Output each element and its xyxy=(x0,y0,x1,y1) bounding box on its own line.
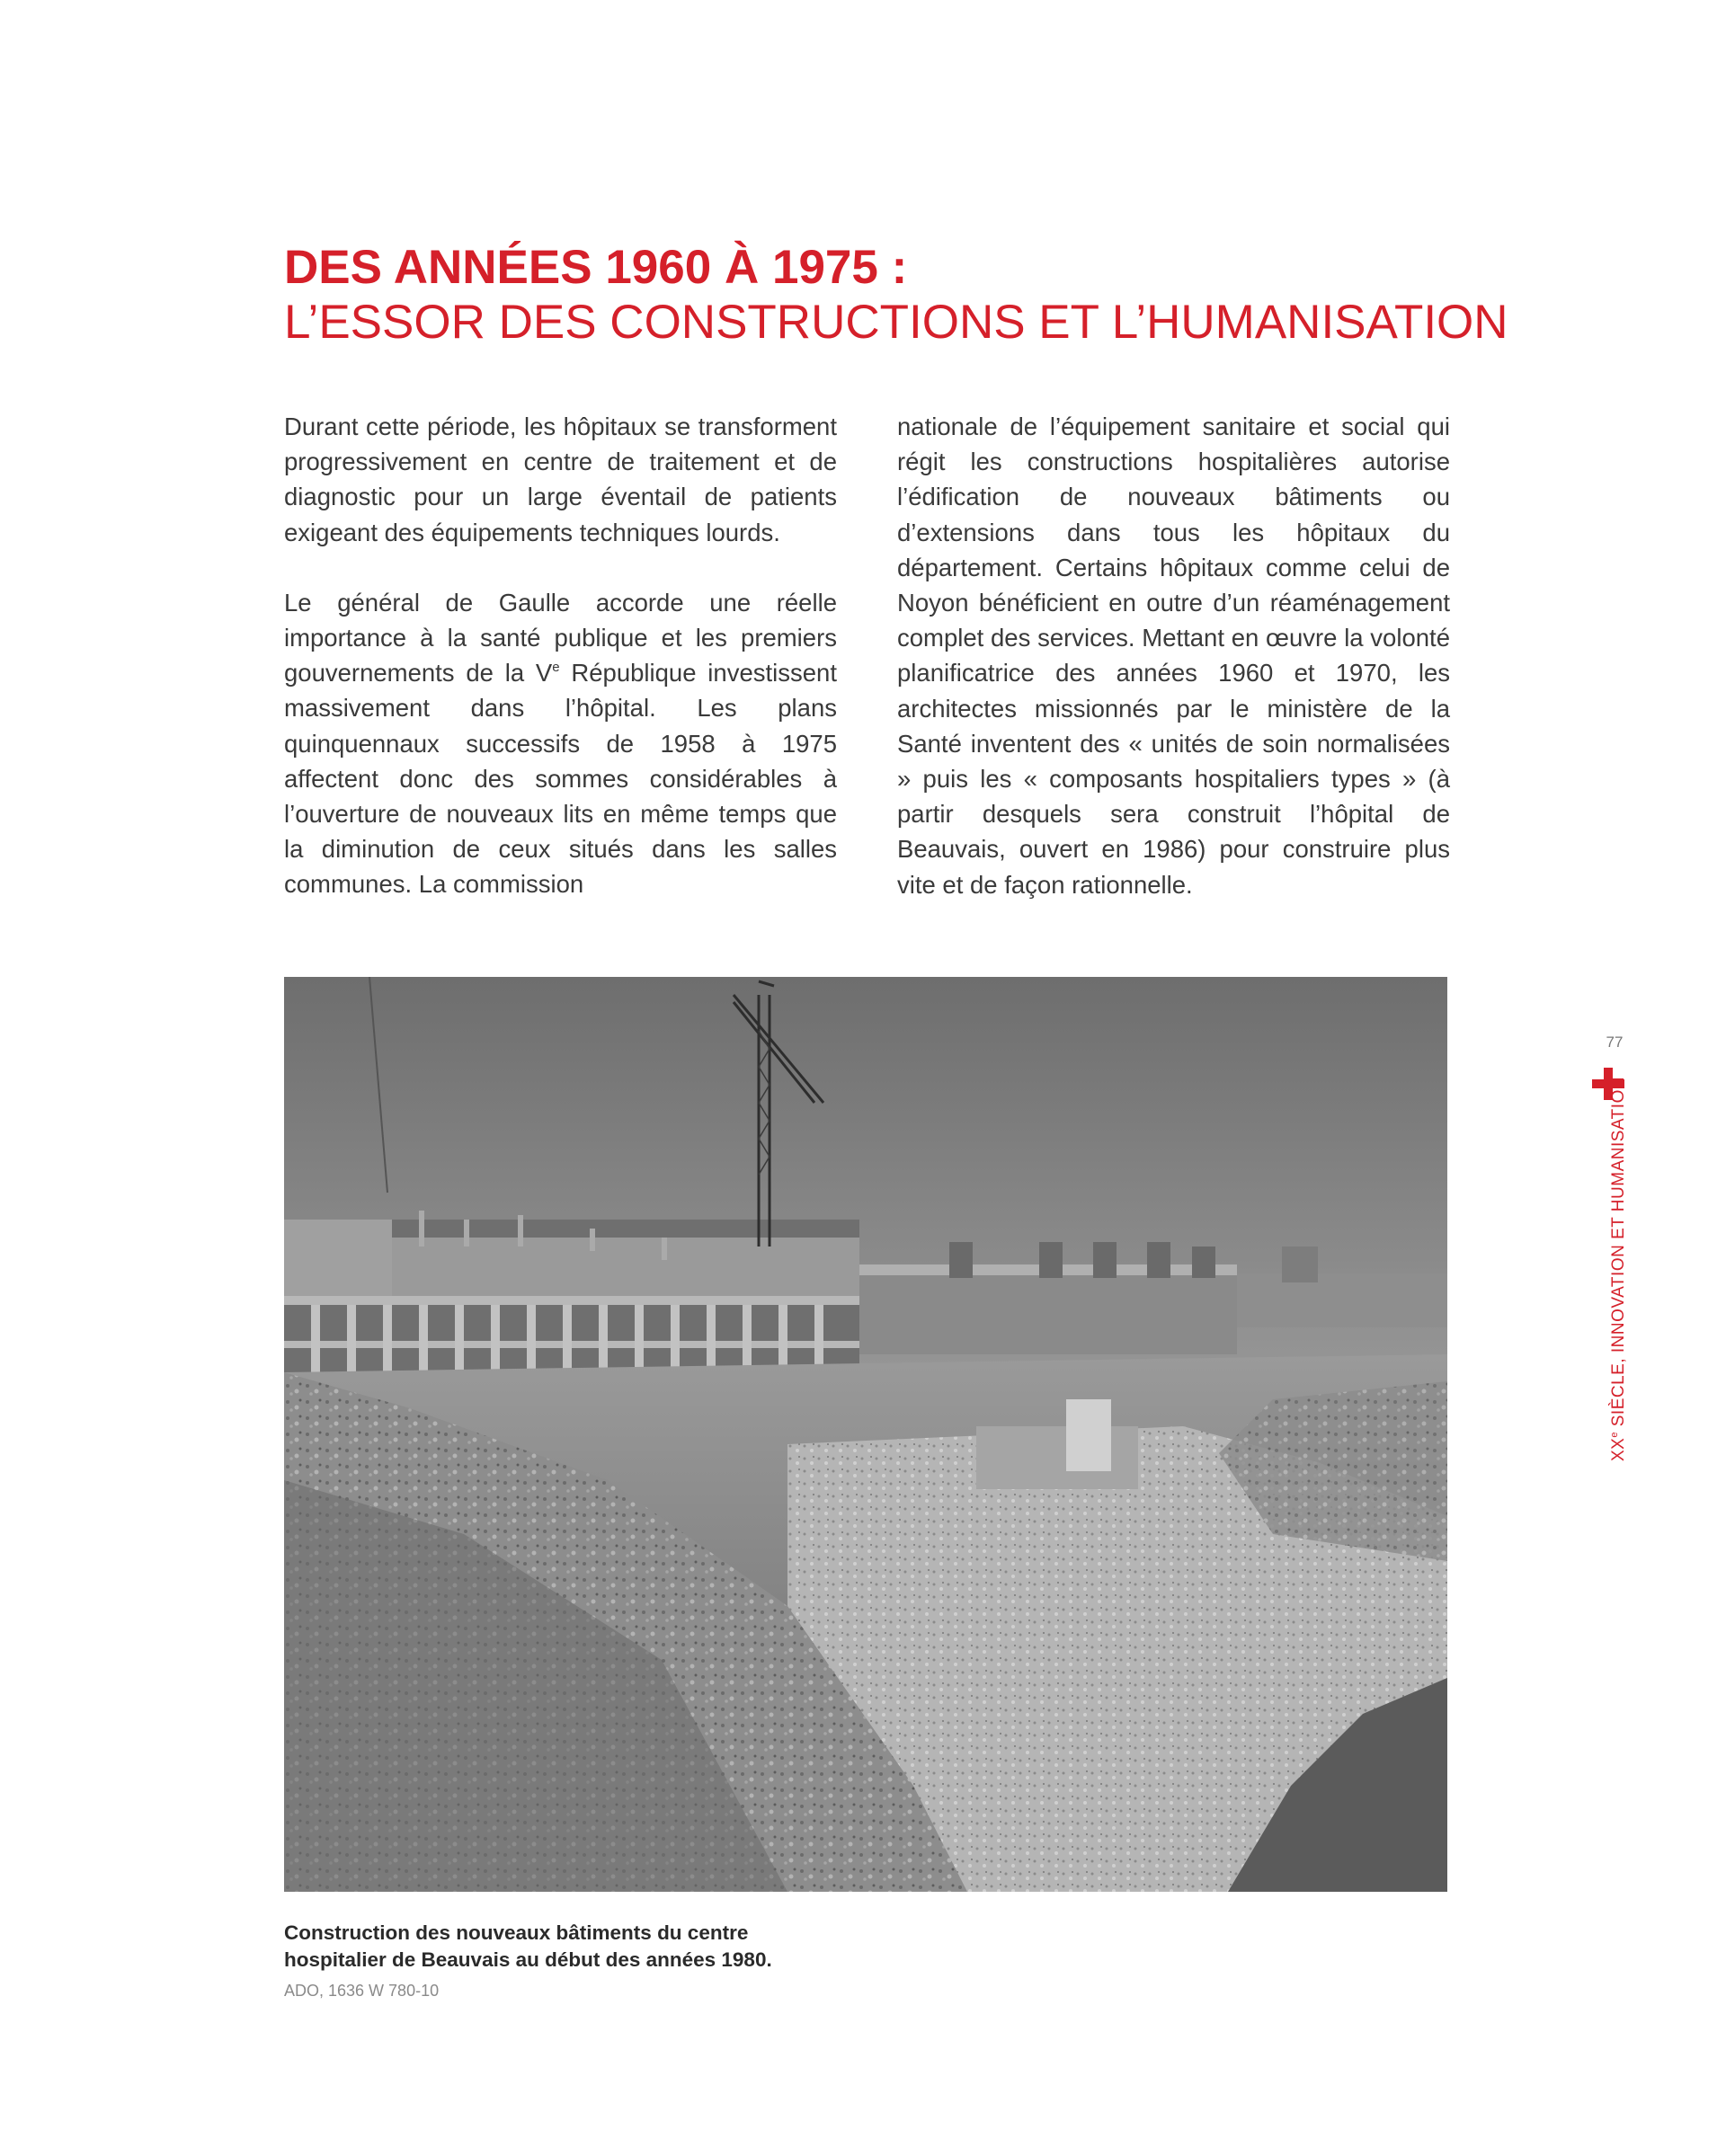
title-line-1: DES ANNÉES 1960 À 1975 : xyxy=(284,241,908,294)
paragraph-de-gaulle-part-2: République investissent massivement dans l’hôpital. Les plans quinquennaux successifs de 1958 à 1975 affectent donc des sommes considérables à l’ouverture de nouveaux lits en même temps que la diminution de ceux situés dans les salles communes. La commission xyxy=(284,659,837,899)
superscript-e: e xyxy=(552,660,560,676)
running-head-text: SIÈCLE, INNOVATION ET HUMANISATION xyxy=(1609,1076,1628,1433)
caption-line-2: hospitalier de Beauvais au début des années 1980. xyxy=(284,1948,772,1971)
text-column-right xyxy=(897,409,1450,902)
text-column-left xyxy=(284,409,837,902)
paragraph-de-gaulle-part-1: Le général de Gaulle accorde une réelle importance à la santé publique et les premiers gouvernements de la V xyxy=(284,588,837,688)
running-head-century: XX xyxy=(1609,1437,1628,1461)
running-head xyxy=(1608,1076,1630,1461)
construction-photo xyxy=(284,977,1447,1892)
title-line-2: L’ESSOR DES CONSTRUCTIONS ET L’HUMANISATION xyxy=(284,296,1508,349)
page-title xyxy=(284,241,1508,350)
paragraph-commission: nationale de l’équipement sanitaire et social qui régit les constructions hospitalières autorise l’édification de nouveaux bâtiments ou d’extensions dans tous les hôpitaux du département. Certains hôpitaux comme celui de Noyon bénéficient en outre d’un réaménagement complet des services. Mettant en œuvre la volonté planificatrice des années 1960 et 1970, les architectes missionnés par le ministère de la Santé inventent des « unités de soin normalisées » puis les « composants hospitaliers types » (à partir desquels sera construit l’hôpital de Beauvais, ouvert en 1986) pour construire plus vite et de façon rationnelle. xyxy=(897,413,1450,899)
running-head-superscript: e xyxy=(1609,1432,1620,1438)
page-number: 77 xyxy=(1606,1034,1624,1051)
paragraph-intro: Durant cette période, les hôpitaux se transforment progressivement en centre de traitement et de diagnostic pour un large éventail de patients exigeant des équipements techniques lourds. xyxy=(284,413,837,546)
caption-line-1: Construction des nouveaux bâtiments du centre xyxy=(284,1921,749,1944)
paragraph-de-gaulle xyxy=(284,585,837,902)
photo-caption xyxy=(284,1920,1093,1974)
photo-source: ADO, 1636 W 780-10 xyxy=(284,1982,440,2000)
